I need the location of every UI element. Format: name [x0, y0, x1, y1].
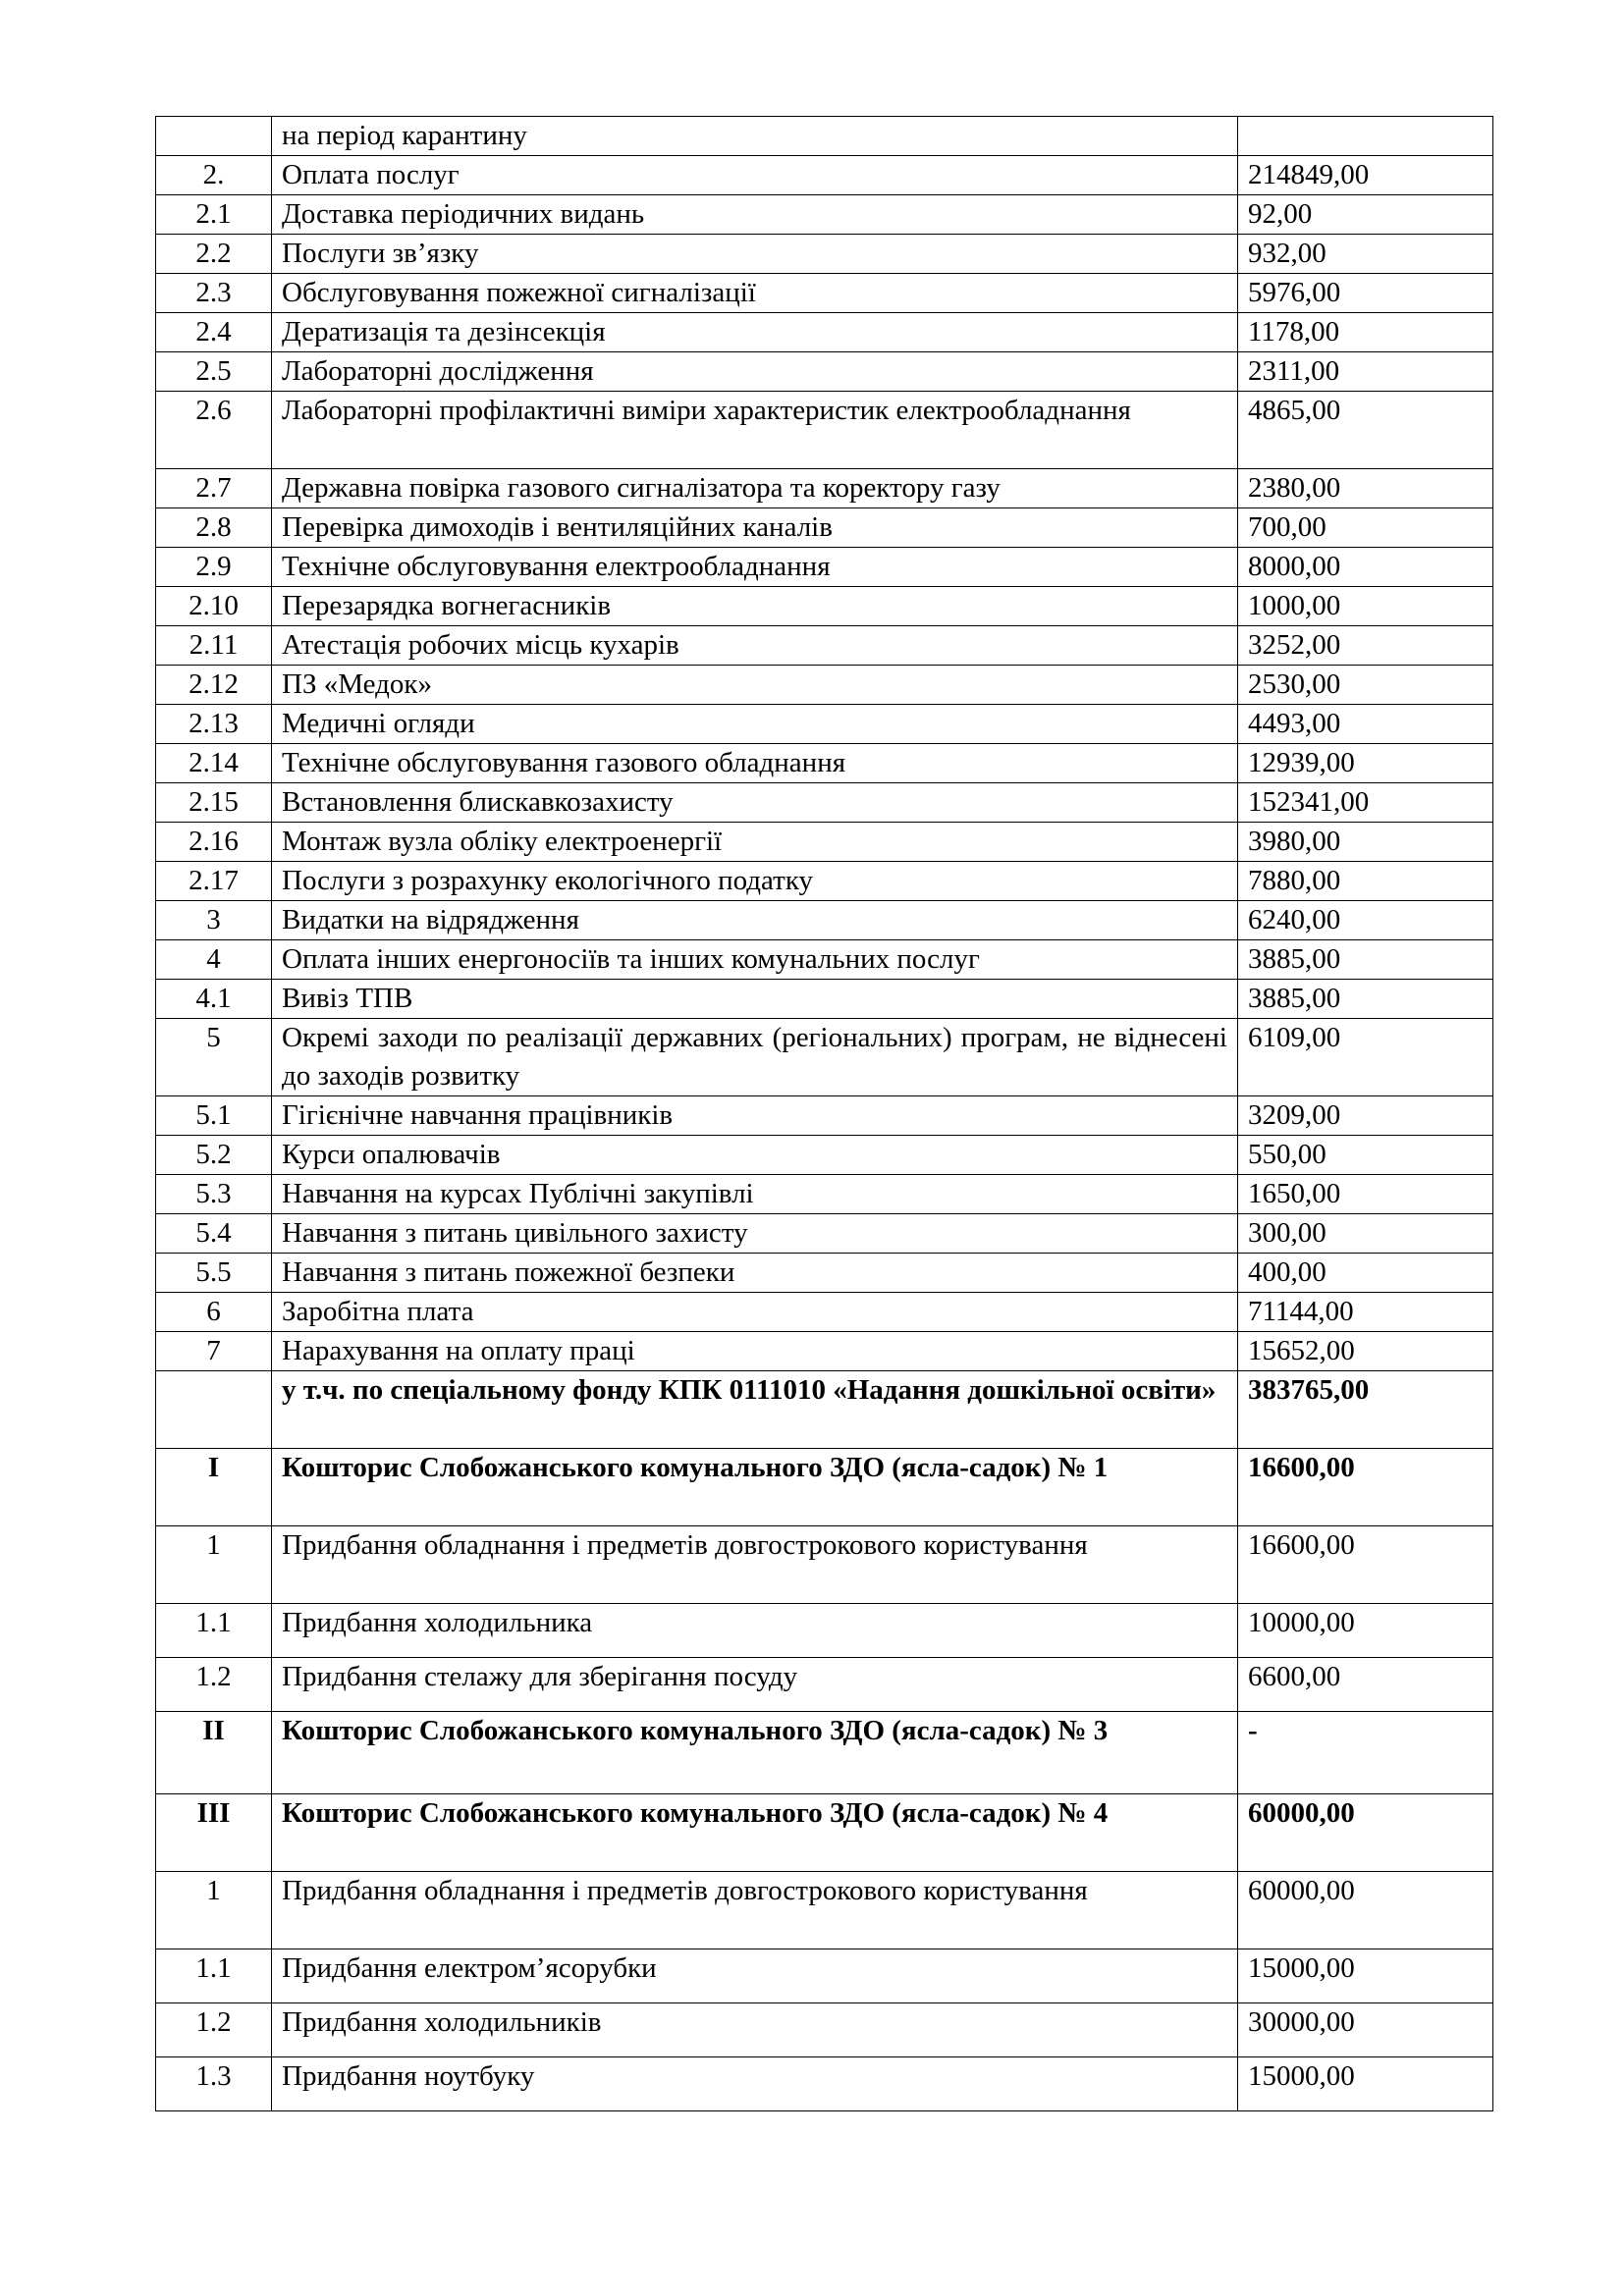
- row-number: III: [156, 1794, 272, 1872]
- table-row: [156, 1214, 1493, 1254]
- row-description: Кошторис Слобожанського комунального ЗДО (ясла-садок) № 3: [272, 1712, 1238, 1794]
- row-description: Кошторис Слобожанського комунального ЗДО (ясла-садок) № 1: [272, 1449, 1238, 1526]
- table-row: [156, 1526, 1493, 1604]
- table-row: [156, 274, 1493, 313]
- row-amount: 2530,00: [1238, 666, 1493, 705]
- row-amount: 550,00: [1238, 1136, 1493, 1175]
- table-row: [156, 1096, 1493, 1136]
- table-row: [156, 352, 1493, 392]
- row-description: Видатки на відрядження: [272, 901, 1238, 940]
- row-number: 7: [156, 1332, 272, 1371]
- row-amount: 1000,00: [1238, 587, 1493, 626]
- row-amount: 300,00: [1238, 1214, 1493, 1254]
- table-row: [156, 783, 1493, 823]
- row-amount: 383765,00: [1238, 1371, 1493, 1449]
- row-amount: 30000,00: [1238, 2003, 1493, 2057]
- row-amount: 5976,00: [1238, 274, 1493, 313]
- row-number: 4.1: [156, 980, 272, 1019]
- table-row: [156, 1949, 1493, 2003]
- row-description: Навчання з питань пожежної безпеки: [272, 1254, 1238, 1293]
- row-number: 5.2: [156, 1136, 272, 1175]
- row-description: Технічне обслуговування газового обладнання: [272, 744, 1238, 783]
- row-number: 2.10: [156, 587, 272, 626]
- row-description: Заробітна плата: [272, 1293, 1238, 1332]
- row-number: 2.: [156, 156, 272, 195]
- row-amount: 932,00: [1238, 235, 1493, 274]
- row-description: Медичні огляди: [272, 705, 1238, 744]
- row-amount: 6240,00: [1238, 901, 1493, 940]
- table-row: [156, 823, 1493, 862]
- row-number: 2.12: [156, 666, 272, 705]
- row-amount: 8000,00: [1238, 548, 1493, 587]
- row-description: Окремі заходи по реалізації державних (регіональних) програм, не віднесені до заходів розвитку: [272, 1019, 1238, 1096]
- row-number: 5.1: [156, 1096, 272, 1136]
- row-amount: 16600,00: [1238, 1449, 1493, 1526]
- row-amount: 16600,00: [1238, 1526, 1493, 1604]
- row-number: 2.16: [156, 823, 272, 862]
- row-description: Оплата інших енергоносіїв та інших комунальних послуг: [272, 940, 1238, 980]
- table-row: [156, 1293, 1493, 1332]
- table-row: [156, 2003, 1493, 2057]
- row-amount: 7880,00: [1238, 862, 1493, 901]
- row-description: Послуги зв’язку: [272, 235, 1238, 274]
- row-number: 2.11: [156, 626, 272, 666]
- row-amount: 71144,00: [1238, 1293, 1493, 1332]
- table-row: [156, 862, 1493, 901]
- table-row: [156, 705, 1493, 744]
- row-description: Придбання холодильника: [272, 1604, 1238, 1658]
- row-number: 2.17: [156, 862, 272, 901]
- row-amount: 3252,00: [1238, 626, 1493, 666]
- table-row: [156, 901, 1493, 940]
- row-amount: 4493,00: [1238, 705, 1493, 744]
- row-description: Перезарядка вогнегасників: [272, 587, 1238, 626]
- row-amount: 15652,00: [1238, 1332, 1493, 1371]
- table-row: [156, 469, 1493, 508]
- row-number: 2.6: [156, 392, 272, 469]
- row-amount: 2380,00: [1238, 469, 1493, 508]
- row-number: 2.14: [156, 744, 272, 783]
- row-number: 1: [156, 1872, 272, 1949]
- row-description: Послуги з розрахунку екологічного податку: [272, 862, 1238, 901]
- row-amount: 4865,00: [1238, 392, 1493, 469]
- row-description: Атестація робочих місць кухарів: [272, 626, 1238, 666]
- row-description: Навчання з питань цивільного захисту: [272, 1214, 1238, 1254]
- table-row: [156, 1794, 1493, 1872]
- table-row: [156, 1604, 1493, 1658]
- table-row: [156, 2057, 1493, 2111]
- row-number: 1.1: [156, 1604, 272, 1658]
- budget-table-body: [156, 117, 1493, 2111]
- row-description: Придбання електром’ясорубки: [272, 1949, 1238, 2003]
- row-description: Курси опалювачів: [272, 1136, 1238, 1175]
- table-row: [156, 548, 1493, 587]
- row-amount: 6600,00: [1238, 1658, 1493, 1712]
- row-number: 3: [156, 901, 272, 940]
- row-number: 2.15: [156, 783, 272, 823]
- row-description: Придбання холодильників: [272, 2003, 1238, 2057]
- table-row: [156, 1449, 1493, 1526]
- row-description: у т.ч. по спеціальному фонду КПК 0111010 «Надання дошкільної освіти»: [272, 1371, 1238, 1449]
- table-row: [156, 313, 1493, 352]
- row-number: 6: [156, 1293, 272, 1332]
- row-description: Лабораторні профілактичні виміри характеристик електрообладнання: [272, 392, 1238, 469]
- row-amount: 12939,00: [1238, 744, 1493, 783]
- row-number: 2.7: [156, 469, 272, 508]
- row-description: Вивіз ТПВ: [272, 980, 1238, 1019]
- row-amount: 3885,00: [1238, 980, 1493, 1019]
- row-amount: 3980,00: [1238, 823, 1493, 862]
- row-description: Лабораторні дослідження: [272, 352, 1238, 392]
- row-description: Перевірка димоходів і вентиляційних каналів: [272, 508, 1238, 548]
- row-amount: 15000,00: [1238, 2057, 1493, 2111]
- table-row: [156, 1019, 1493, 1096]
- row-amount: 3209,00: [1238, 1096, 1493, 1136]
- table-row: [156, 392, 1493, 469]
- row-amount: 152341,00: [1238, 783, 1493, 823]
- row-number: 2.3: [156, 274, 272, 313]
- row-amount: [1238, 117, 1493, 156]
- row-description: Доставка періодичних видань: [272, 195, 1238, 235]
- table-row: [156, 1872, 1493, 1949]
- table-row: [156, 626, 1493, 666]
- table-row: [156, 1254, 1493, 1293]
- row-number: 5.5: [156, 1254, 272, 1293]
- row-number: [156, 117, 272, 156]
- row-description: Оплата послуг: [272, 156, 1238, 195]
- row-description: Обслуговування пожежної сигналізації: [272, 274, 1238, 313]
- table-row: [156, 666, 1493, 705]
- row-number: 5.4: [156, 1214, 272, 1254]
- row-description: на період карантину: [272, 117, 1238, 156]
- row-number: 1.3: [156, 2057, 272, 2111]
- table-row: [156, 1136, 1493, 1175]
- row-amount: 6109,00: [1238, 1019, 1493, 1096]
- row-number: 1.2: [156, 1658, 272, 1712]
- row-amount: 10000,00: [1238, 1604, 1493, 1658]
- row-description: Нарахування на оплату праці: [272, 1332, 1238, 1371]
- table-row: [156, 940, 1493, 980]
- row-description: Гігієнічне навчання працівників: [272, 1096, 1238, 1136]
- table-row: [156, 587, 1493, 626]
- row-number: 2.4: [156, 313, 272, 352]
- table-row: [156, 1175, 1493, 1214]
- table-row: [156, 117, 1493, 156]
- row-number: 5: [156, 1019, 272, 1096]
- row-amount: 1178,00: [1238, 313, 1493, 352]
- row-amount: -: [1238, 1712, 1493, 1794]
- table-row: [156, 1332, 1493, 1371]
- row-description: Встановлення блискавкозахисту: [272, 783, 1238, 823]
- table-row: [156, 1712, 1493, 1794]
- row-description: Придбання обладнання і предметів довгострокового користування: [272, 1872, 1238, 1949]
- row-amount: 1650,00: [1238, 1175, 1493, 1214]
- row-number: 5.3: [156, 1175, 272, 1214]
- budget-table: [155, 116, 1493, 2111]
- row-number: 2.5: [156, 352, 272, 392]
- row-description: Технічне обслуговування електрообладнання: [272, 548, 1238, 587]
- row-amount: 92,00: [1238, 195, 1493, 235]
- table-row: [156, 195, 1493, 235]
- row-number: 2.8: [156, 508, 272, 548]
- row-description: Дератизація та дезінсекція: [272, 313, 1238, 352]
- row-amount: 60000,00: [1238, 1794, 1493, 1872]
- row-description: Придбання ноутбуку: [272, 2057, 1238, 2111]
- table-row: [156, 156, 1493, 195]
- row-description: Монтаж вузла обліку електроенергії: [272, 823, 1238, 862]
- row-number: II: [156, 1712, 272, 1794]
- row-number: 1: [156, 1526, 272, 1604]
- row-amount: 60000,00: [1238, 1872, 1493, 1949]
- table-row: [156, 1371, 1493, 1449]
- row-number: 2.2: [156, 235, 272, 274]
- table-row: [156, 508, 1493, 548]
- row-amount: 700,00: [1238, 508, 1493, 548]
- row-amount: 15000,00: [1238, 1949, 1493, 2003]
- row-description: Придбання стелажу для зберігання посуду: [272, 1658, 1238, 1712]
- row-number: 4: [156, 940, 272, 980]
- row-number: I: [156, 1449, 272, 1526]
- row-description: Державна повірка газового сигналізатора та коректору газу: [272, 469, 1238, 508]
- table-row: [156, 980, 1493, 1019]
- row-amount: 400,00: [1238, 1254, 1493, 1293]
- row-amount: 214849,00: [1238, 156, 1493, 195]
- row-amount: 2311,00: [1238, 352, 1493, 392]
- row-number: 2.9: [156, 548, 272, 587]
- row-number: 2.1: [156, 195, 272, 235]
- table-row: [156, 1658, 1493, 1712]
- row-number: 2.13: [156, 705, 272, 744]
- row-description: Придбання обладнання і предметів довгострокового користування: [272, 1526, 1238, 1604]
- row-description: Кошторис Слобожанського комунального ЗДО (ясла-садок) № 4: [272, 1794, 1238, 1872]
- row-number: 1.2: [156, 2003, 272, 2057]
- row-number: 1.1: [156, 1949, 272, 2003]
- row-description: Навчання на курсах Публічні закупівлі: [272, 1175, 1238, 1214]
- table-row: [156, 235, 1493, 274]
- row-number: [156, 1371, 272, 1449]
- table-row: [156, 744, 1493, 783]
- row-description: ПЗ «Медок»: [272, 666, 1238, 705]
- row-amount: 3885,00: [1238, 940, 1493, 980]
